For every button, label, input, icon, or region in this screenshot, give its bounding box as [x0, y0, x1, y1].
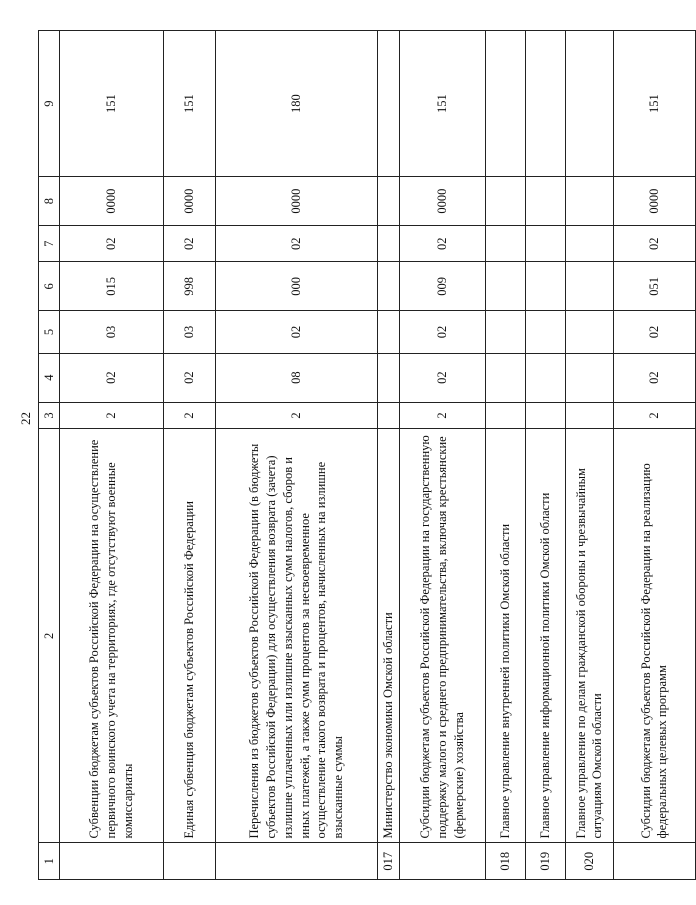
col-header: 4	[39, 353, 60, 402]
cell-c7	[565, 225, 613, 262]
table-row	[378, 31, 400, 880]
cell-c6	[525, 262, 565, 311]
cell-code	[164, 843, 216, 880]
cell-c3: 2	[60, 402, 164, 429]
cell-code: 020	[565, 843, 613, 880]
cell-c7: 02	[613, 225, 695, 262]
cell-name: Министерство экономики Омской области	[378, 429, 400, 843]
col-header: 9	[39, 31, 60, 177]
cell-c8	[378, 177, 400, 226]
cell-c9: 151	[399, 31, 485, 177]
table-row	[164, 31, 216, 880]
cell-name: Главное управление информационной политики Омской области	[525, 429, 565, 843]
col-header: 6	[39, 262, 60, 311]
cell-c6	[378, 262, 400, 311]
cell-c6	[565, 262, 613, 311]
cell-c5	[565, 311, 613, 354]
cell-c9: 151	[60, 31, 164, 177]
cell-c4	[565, 353, 613, 402]
table-row	[216, 31, 378, 880]
cell-c9: 151	[164, 31, 216, 177]
cell-c7	[485, 225, 525, 262]
cell-c3	[378, 402, 400, 429]
cell-c4: 08	[216, 353, 378, 402]
cell-c4: 02	[164, 353, 216, 402]
header-row	[39, 31, 60, 880]
cell-c9	[525, 31, 565, 177]
cell-c8: 0000	[216, 177, 378, 226]
cell-c6: 015	[60, 262, 164, 311]
cell-c4: 02	[613, 353, 695, 402]
cell-c8	[485, 177, 525, 226]
cell-c3	[485, 402, 525, 429]
cell-c5: 02	[399, 311, 485, 354]
cell-c6: 000	[216, 262, 378, 311]
page-number: 22	[18, 412, 33, 425]
cell-c3: 2	[216, 402, 378, 429]
cell-c3: 2	[399, 402, 485, 429]
cell-c7	[525, 225, 565, 262]
cell-name: Субвенции бюджетам субъектов Российской Федерации на осуществление первичного воинского учета на территориях, где отсутствуют военные комиссариаты	[60, 429, 164, 843]
cell-c4	[525, 353, 565, 402]
cell-c7: 02	[399, 225, 485, 262]
cell-c8: 0000	[60, 177, 164, 226]
cell-c9	[378, 31, 400, 177]
col-header: 7	[39, 225, 60, 262]
cell-c8	[525, 177, 565, 226]
cell-name: Главное управление внутренней политики Омской области	[485, 429, 525, 843]
cell-c9	[565, 31, 613, 177]
cell-c7: 02	[164, 225, 216, 262]
cell-code: 019	[525, 843, 565, 880]
cell-c6: 009	[399, 262, 485, 311]
col-header: 3	[39, 402, 60, 429]
table-row	[613, 31, 695, 880]
cell-c6: 051	[613, 262, 695, 311]
cell-c8	[565, 177, 613, 226]
table-body	[60, 31, 696, 880]
cell-c9: 151	[613, 31, 695, 177]
cell-c5	[378, 311, 400, 354]
cell-c7	[378, 225, 400, 262]
cell-c9	[485, 31, 525, 177]
table-row	[525, 31, 565, 880]
cell-c5: 03	[60, 311, 164, 354]
cell-c4	[485, 353, 525, 402]
cell-code	[60, 843, 164, 880]
cell-code: 018	[485, 843, 525, 880]
cell-name: Главное управление по делам гражданской обороны и чрезвычайным ситуациям Омской области	[565, 429, 613, 843]
cell-c7: 02	[216, 225, 378, 262]
cell-c3	[565, 402, 613, 429]
cell-name: Единая субвенция бюджетам субъектов Российской Федерации	[164, 429, 216, 843]
cell-c7: 02	[60, 225, 164, 262]
cell-c6: 998	[164, 262, 216, 311]
cell-c5: 02	[613, 311, 695, 354]
col-header: 1	[39, 843, 60, 880]
table-row	[565, 31, 613, 880]
rotated-table-sheet	[38, 30, 670, 880]
cell-c5: 03	[164, 311, 216, 354]
cell-c9: 180	[216, 31, 378, 177]
budget-code-table	[38, 30, 696, 880]
cell-c5	[525, 311, 565, 354]
cell-c4	[378, 353, 400, 402]
cell-c3: 2	[164, 402, 216, 429]
cell-c3: 2	[613, 402, 695, 429]
cell-c3	[525, 402, 565, 429]
cell-c5: 02	[216, 311, 378, 354]
cell-c4: 02	[60, 353, 164, 402]
cell-code	[613, 843, 695, 880]
cell-c8: 0000	[399, 177, 485, 226]
cell-c8: 0000	[164, 177, 216, 226]
cell-name: Субсидии бюджетам субъектов Российской Федерации на реализацию федеральных целевых программ	[613, 429, 695, 843]
cell-code	[399, 843, 485, 880]
cell-c8: 0000	[613, 177, 695, 226]
col-header: 5	[39, 311, 60, 354]
col-header: 2	[39, 429, 60, 843]
cell-c6	[485, 262, 525, 311]
table-row	[60, 31, 164, 880]
cell-c5	[485, 311, 525, 354]
col-header: 8	[39, 177, 60, 226]
cell-name: Перечисления из бюджетов субъектов Российской Федерации (в бюджеты субъектов Российской Федерации) для осуществления возврата (зачета) излишне уплаченных или излишне взысканных сумм налогов, сборов и иных платежей, а также сумм процентов за несвоевременное осуществление такого возврата и процентов, начисленных на излишне взысканные суммы	[216, 429, 378, 843]
table-row	[399, 31, 485, 880]
cell-c4: 02	[399, 353, 485, 402]
cell-code: 017	[378, 843, 400, 880]
cell-code	[216, 843, 378, 880]
cell-name: Субсидии бюджетам субъектов Российской Федерации на государственную поддержку малого и среднего предпринимательства, включая крестьянские (фермерские) хозяйства	[399, 429, 485, 843]
table-row	[485, 31, 525, 880]
